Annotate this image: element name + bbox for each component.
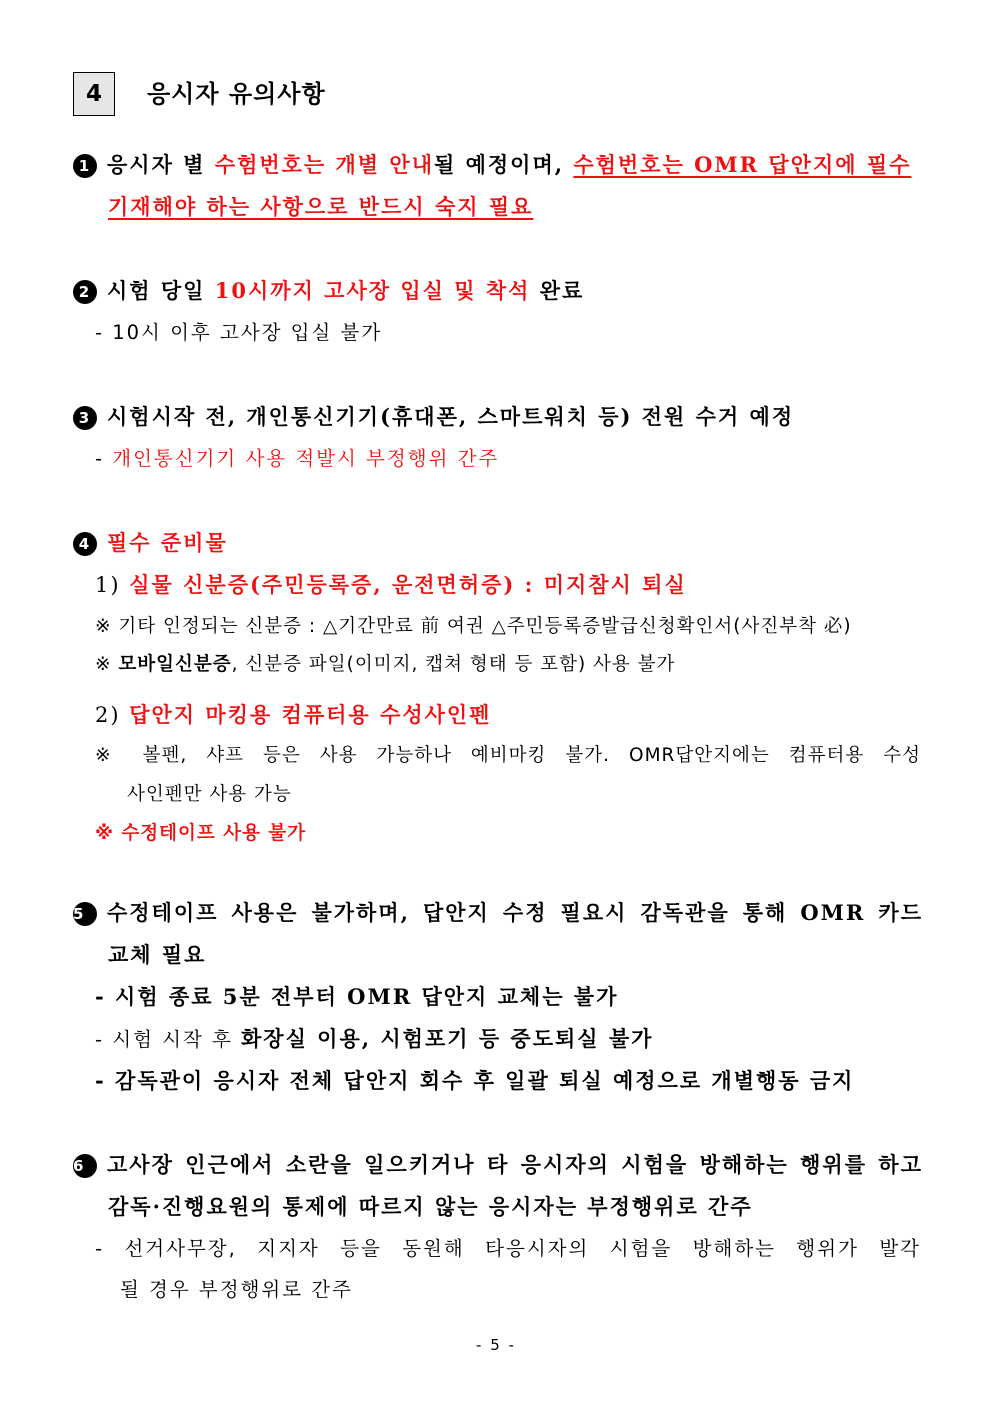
item-1-line-1: 1 응시자 별 수험번호는 개별 안내될 예정이며, 수험번호는 OMR 답안지에 필수 — [73, 151, 923, 179]
section-number-box — [73, 72, 115, 116]
item-6-line-2: 감독·진행요원의 통제에 따르지 않는 응시자는 부정행위로 간주 — [108, 1194, 753, 1219]
item-4-note-4: ※ 수정테이프 사용 불가 — [95, 823, 307, 844]
item-4-note-3-line-1: ※ 볼펜, 샤프 등은 사용 가능하나 예비마킹 불가. OMR답안지에는 컴퓨터용 수성 — [95, 745, 921, 766]
item-2-marker: 2 — [73, 280, 97, 304]
item-4-marker: 4 — [73, 532, 97, 556]
item-5-sub-3: - 감독관이 응시자 전체 답안지 회수 후 일괄 퇴실 예정으로 개별행동 금지 — [95, 1068, 855, 1093]
item-5-sub-1: - 시험 종료 5분 전부터 OMR 답안지 교체는 불가 — [95, 984, 619, 1009]
item-3-sub-1: - 개인통신기기 사용 적발시 부정행위 간주 — [95, 447, 500, 470]
section-title: 응시자 유의사항 — [147, 80, 326, 108]
item-4-line-1: 4 필수 준비물 — [73, 529, 228, 557]
item-5-marker: 5 — [73, 902, 97, 926]
section-number: 4 — [85, 81, 102, 107]
item-1-line-2: 기재해야 하는 사항으로 반드시 숙지 필요 — [108, 194, 534, 219]
item-2-line-1: 2 시험 당일 10시까지 고사장 입실 및 착석 완료 — [73, 277, 584, 305]
item-1-marker: 1 — [73, 154, 97, 178]
item-5-line-2: 교체 필요 — [108, 942, 207, 967]
item-3-marker: 3 — [73, 406, 97, 430]
item-6-sub-1-line-2: 될 경우 부정행위로 간주 — [120, 1278, 353, 1301]
item-6-line-1: 6 고사장 인근에서 소란을 일으키거나 타 응시자의 시험을 방해하는 행위를 하고 — [73, 1152, 923, 1177]
item-6-marker: 6 — [73, 1154, 97, 1178]
item-6-sub-1-line-1: - 선거사무장, 지지자 등을 동원해 타응시자의 시험을 방해하는 행위가 발각 — [95, 1237, 921, 1260]
item-4-note-1: ※ 기타 인정되는 신분증 : △기간만료 前 여권 △주민등록증발급신청확인서(사진부착 必) — [95, 616, 852, 637]
item-2-sub-1: - 10시 이후 고사장 입실 불가 — [95, 321, 383, 344]
item-5-sub-2: - 시험 시작 후 화장실 이용, 시험포기 등 중도퇴실 불가 — [95, 1026, 654, 1051]
item-4-point-1: 1) 실물 신분증(주민등록증, 운전면허증) : 미지참시 퇴실 — [95, 572, 687, 597]
item-5-line-1: 5 수정테이프 사용은 불가하며, 답안지 수정 필요시 감독관을 통해 OMR 카드 — [73, 900, 923, 925]
page-number: - 5 - — [476, 1336, 516, 1354]
item-4-note-2: ※ 모바일신분증, 신분증 파일(이미지, 캡쳐 형태 등 포함) 사용 불가 — [95, 654, 676, 675]
item-4-note-3-line-2: 사인펜만 사용 가능 — [127, 784, 292, 805]
item-3-line-1: 3 시험시작 전, 개인통신기기(휴대폰, 스마트워치 등) 전원 수거 예정 — [73, 403, 794, 431]
item-4-point-2: 2) 답안지 마킹용 컴퓨터용 수성사인펜 — [95, 702, 492, 727]
